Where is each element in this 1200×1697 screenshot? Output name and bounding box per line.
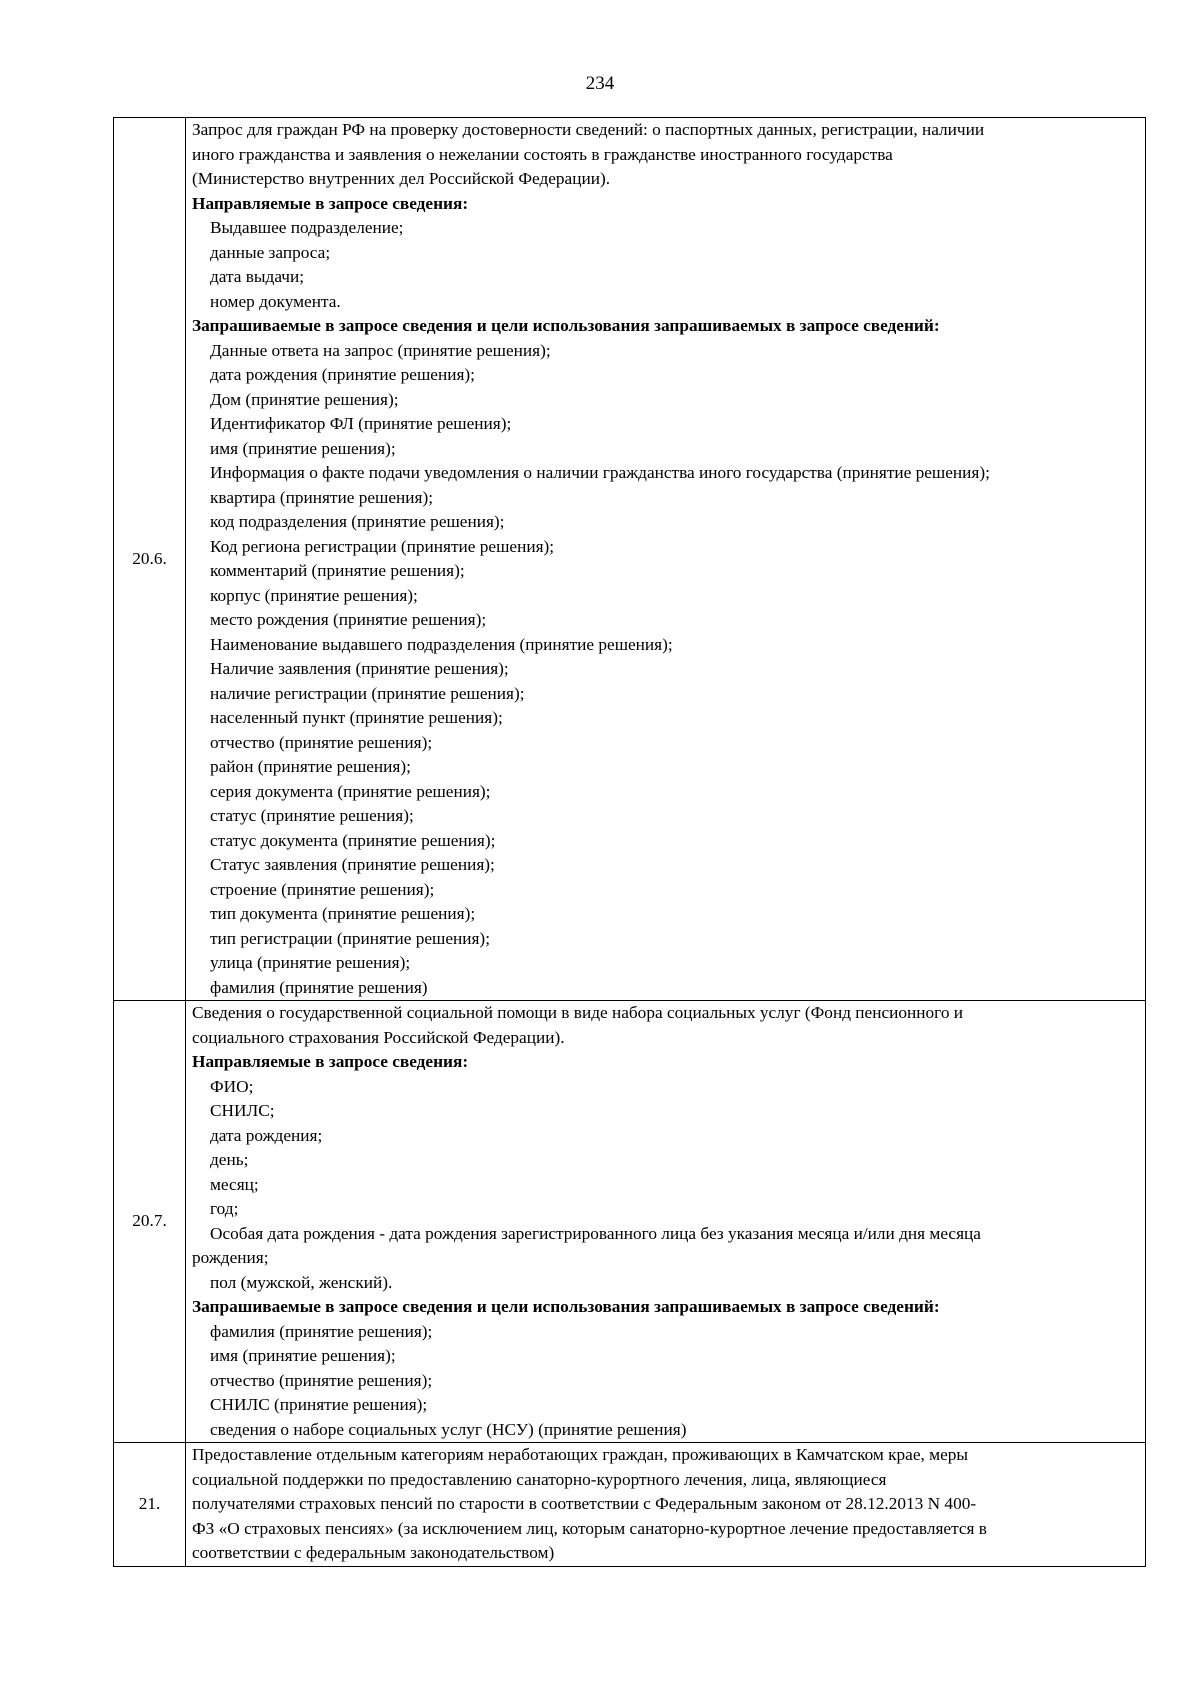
list-item: место рождения (принятие решения); xyxy=(210,610,487,629)
sent-section-heading: Направляемые в запросе сведения: xyxy=(192,193,469,213)
list-item: дата рождения; xyxy=(210,1125,323,1145)
list-item: имя (принятие решения); xyxy=(210,1346,396,1365)
list-item: Дом (принятие решения); xyxy=(210,389,399,409)
row-title-line: социальной поддержки по предоставлению санаторно-курортного лечения, лица, являющиеся xyxy=(192,1469,887,1489)
row-title-line: иного гражданства и заявления о нежелании состоять в гражданстве иностранного государства xyxy=(192,144,893,164)
list-item: месяц; xyxy=(210,1174,259,1194)
list-item: Наличие заявления (принятие решения); xyxy=(210,659,509,678)
list-item: комментарий (принятие решения); xyxy=(210,561,465,580)
requested-section-heading: Запрашиваемые в запросе сведения и цели использования запрашиваемых в запросе сведений: xyxy=(192,316,940,335)
list-item-continuation: рождения; xyxy=(192,1248,269,1267)
row-title-line: ФЗ «О страховых пенсиях» (за исключением лиц, которым санаторно-курортное лечение предоставляется в xyxy=(192,1518,987,1538)
list-item: Наименование выдавшего подразделения (принятие решения); xyxy=(210,634,673,654)
row-title-line: (Министерство внутренних дел Российской Федерации). xyxy=(192,169,611,188)
list-item: отчество (принятие решения); xyxy=(210,732,433,752)
table-row-21 xyxy=(114,1443,1146,1567)
row-number: 20.7. xyxy=(114,1001,186,1443)
table-row-20-6 xyxy=(114,118,1146,1001)
sent-section-heading: Направляемые в запросе сведения: xyxy=(192,1052,469,1071)
list-item: фамилия (принятие решения); xyxy=(210,1321,433,1341)
list-item: населенный пункт (принятие решения); xyxy=(210,708,503,727)
list-item: имя (принятие решения); xyxy=(210,438,396,458)
list-item: день; xyxy=(210,1150,249,1169)
list-item: тип документа (принятие решения); xyxy=(210,904,476,923)
list-item: отчество (принятие решения); xyxy=(210,1370,433,1390)
list-item: серия документа (принятие решения); xyxy=(210,781,491,801)
list-item: фамилия (принятие решения) xyxy=(210,977,428,997)
row-title-line: получателями страховых пенсий по старости в соответствии с Федеральным законом от 28.12.2013 N 400- xyxy=(192,1494,977,1513)
list-item: Данные ответа на запрос (принятие решения); xyxy=(210,340,551,360)
list-item: улица (принятие решения); xyxy=(210,953,411,972)
table-row-20-7 xyxy=(114,1001,1146,1443)
list-item: наличие регистрации (принятие решения); xyxy=(210,683,525,703)
list-item: код подразделения (принятие решения); xyxy=(210,512,505,531)
services-table xyxy=(113,117,1146,1567)
list-item: строение (принятие решения); xyxy=(210,879,435,899)
list-item: дата выдачи; xyxy=(210,267,305,286)
list-item: тип регистрации (принятие решения); xyxy=(210,928,490,948)
list-item: СНИЛС; xyxy=(210,1101,275,1120)
row-title-line: социального страхования Российской Федерации). xyxy=(192,1027,565,1047)
row-title-line: Запрос для граждан РФ на проверку достоверности сведений: о паспортных данных, регистрации, наличии xyxy=(192,120,985,139)
list-item: Статус заявления (принятие решения); xyxy=(210,855,495,874)
list-item: номер документа. xyxy=(210,291,341,311)
list-item: статус документа (принятие решения); xyxy=(210,830,496,850)
list-item: пол (мужской, женский). xyxy=(210,1272,393,1292)
page-number: 234 xyxy=(585,73,615,94)
list-item: корпус (принятие решения); xyxy=(210,585,418,605)
list-item: Идентификатор ФЛ (принятие решения); xyxy=(210,414,512,433)
row-content xyxy=(186,118,1146,1001)
list-item: район (принятие решения); xyxy=(210,757,411,776)
list-item: Выдавшее подразделение; xyxy=(210,218,404,237)
list-item: Особая дата рождения - дата рождения зарегистрированного лица без указания месяца и/или дня месяца xyxy=(210,1223,981,1243)
row-content xyxy=(186,1001,1146,1443)
row-title-line: Сведения о государственной социальной помощи в виде набора социальных услуг (Фонд пенсионного и xyxy=(192,1003,964,1022)
list-item: квартира (принятие решения); xyxy=(210,487,434,507)
row-number: 20.6. xyxy=(114,118,186,1001)
row-content xyxy=(186,1443,1146,1567)
row-title-line: Предоставление отдельным категориям неработающих граждан, проживающих в Камчатском крае, меры xyxy=(192,1445,969,1464)
list-item: сведения о наборе социальных услуг (НСУ) (принятие решения) xyxy=(210,1419,687,1439)
list-item: дата рождения (принятие решения); xyxy=(210,365,475,384)
list-item: статус (принятие решения); xyxy=(210,806,414,825)
requested-section-heading: Запрашиваемые в запросе сведения и цели использования запрашиваемых в запросе сведений: xyxy=(192,1297,940,1316)
list-item: данные запроса; xyxy=(210,242,331,262)
row-title-line: соответствии с федеральным законодательством) xyxy=(192,1543,555,1562)
list-item: Информация о факте подачи уведомления о наличии гражданства иного государства (принятие решения); xyxy=(210,463,990,482)
list-item: Код региона регистрации (принятие решения); xyxy=(210,536,555,556)
list-item: ФИО; xyxy=(210,1076,254,1096)
row-number: 21. xyxy=(114,1443,186,1567)
list-item: СНИЛС (принятие решения); xyxy=(210,1395,428,1414)
list-item: год; xyxy=(210,1199,239,1218)
